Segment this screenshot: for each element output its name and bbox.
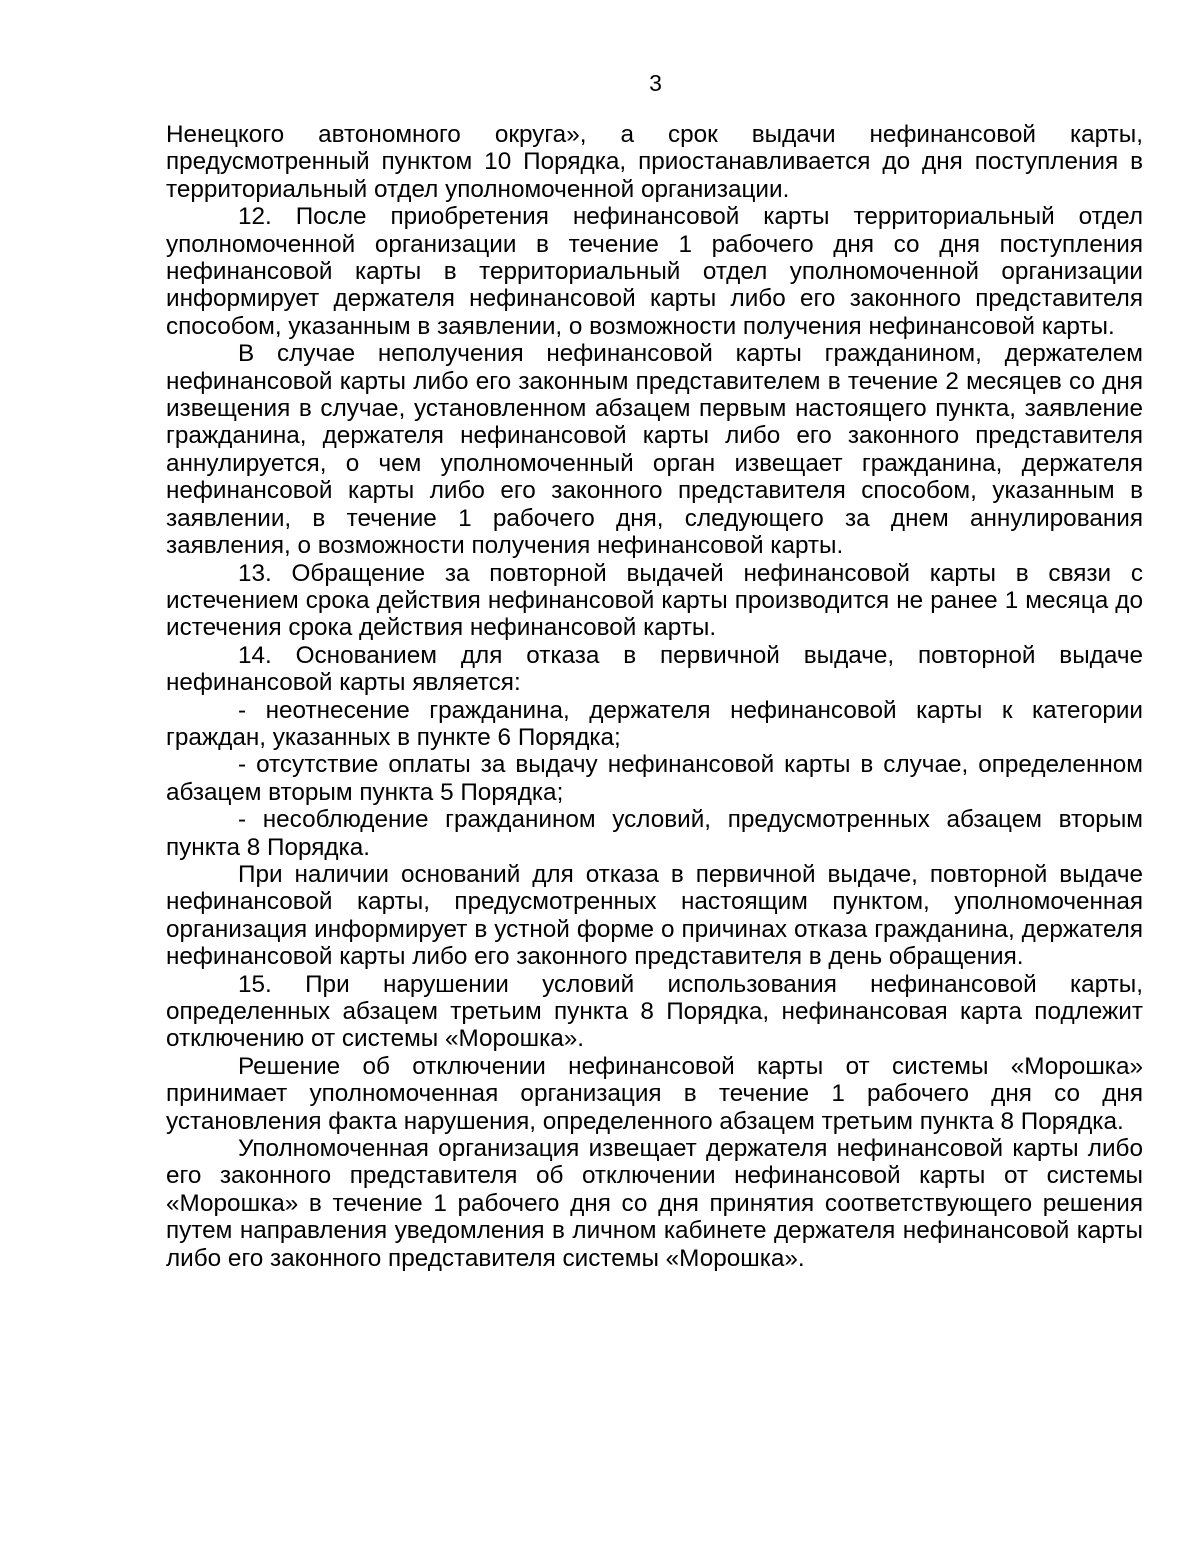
paragraph-item-13: 13. Обращение за повторной выдачей нефинансовой карты в связи с истечением срока действия нефинансовой карты производится не ранее 1 месяца до истечения срока действия нефинансовой карты. — [166, 559, 1143, 642]
paragraph-item-15: 15. При нарушении условий использования нефинансовой карты, определенных абзацем третьим пункта 8 Порядка, нефинансовая карта подлежит отключению от системы «Морошка». — [166, 970, 1143, 1053]
paragraph-item-14: 14. Основанием для отказа в первичной выдаче, повторной выдаче нефинансовой карты является: — [166, 641, 1143, 697]
document-body — [166, 121, 1143, 1272]
paragraph-item-15-notification: Уполномоченная организация извещает держателя нефинансовой карты либо его законного представителя об отключении нефинансовой карты от системы «Морошка» в течение 1 рабочего дня со дня принятия соответствующего решения путем направления уведомления в личном кабинете держателя нефинансовой карты либо его законного представителя системы «Морошка». — [166, 1135, 1143, 1272]
paragraph-item-12: 12. После приобретения нефинансовой карты территориальный отдел уполномоченной организации в течение 1 рабочего дня со дня поступления нефинансовой карты в территориальный отдел уполномоченной организации информирует держателя нефинансовой карты либо его законного представителя способом, указанным в заявлении, о возможности получения нефинансовой карты. — [166, 203, 1143, 340]
paragraph-item-12-non-receipt: В случае неполучения нефинансовой карты гражданином, держателем нефинансовой карты либо его законным представителем в течение 2 месяцев со дня извещения в случае, установленном абзацем первым настоящего пункта, заявление гражданина, держателя нефинансовой карты либо его законного представителя аннулируется, о чем уполномоченный орган извещает гражданина, держателя нефинансовой карты либо его законного представителя способом, указанным в заявлении, в течение 1 рабочего дня, следующего за днем аннулирования заявления, о возможности получения нефинансовой карты. — [166, 340, 1143, 560]
paragraph-item-14-refusal-notice: При наличии оснований для отказа в первичной выдаче, повторной выдаче нефинансовой карты, предусмотренных настоящим пунктом, уполномоченная организация информирует в устной форме о причинах отказа гражданина, держателя нефинансовой карты либо его законного представителя в день обращения. — [166, 860, 1143, 971]
paragraph-item-15-decision: Решение об отключении нефинансовой карты от системы «Морошка» принимает уполномоченная организация в течение 1 рабочего дня со дня установления факта нарушения, определенного абзацем третьим пункта 8 Порядка. — [166, 1052, 1143, 1135]
page-number: 3 — [649, 70, 662, 96]
list-item-refusal-category: - неотнесение гражданина, держателя нефинансовой карты к категории граждан, указанных в пункте 6 Порядка; — [166, 696, 1143, 751]
list-item-refusal-conditions: - несоблюдение гражданином условий, предусмотренных абзацем вторым пункта 8 Порядка. — [166, 806, 1143, 861]
paragraph-continuation: Ненецкого автономного округа», а срок выдачи нефинансовой карты, предусмотренный пунктом 10 Порядка, приостанавливается до дня поступления в территориальный отдел уполномоченной организации. — [166, 121, 1143, 203]
list-item-refusal-payment: - отсутствие оплаты за выдачу нефинансовой карты в случае, определенном абзацем вторым пункта 5 Порядка; — [166, 751, 1143, 806]
